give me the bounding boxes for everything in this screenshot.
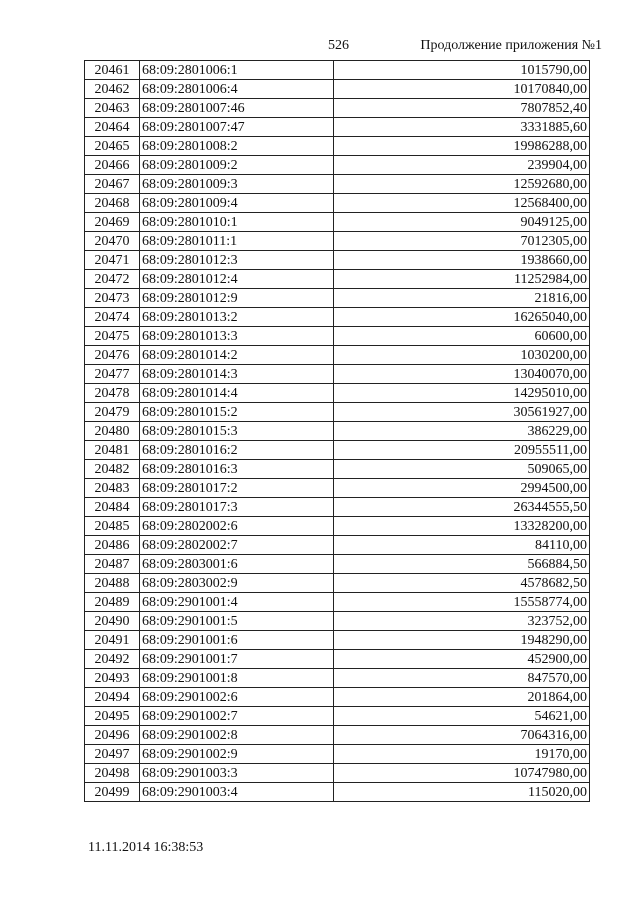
cadastral-number-cell: 68:09:2801007:46 bbox=[140, 99, 334, 118]
table-row bbox=[85, 783, 590, 802]
cadastral-value-cell: 509065,00 bbox=[334, 460, 590, 479]
cadastral-number-cell: 68:09:2803002:9 bbox=[140, 574, 334, 593]
row-number-cell: 20474 bbox=[85, 308, 140, 327]
print-timestamp: 11.11.2014 16:38:53 bbox=[88, 840, 204, 855]
cadastral-number-cell: 68:09:2901001:6 bbox=[140, 631, 334, 650]
table-row bbox=[85, 612, 590, 631]
row-number-cell: 20475 bbox=[85, 327, 140, 346]
cadastral-number-cell: 68:09:2801011:1 bbox=[140, 232, 334, 251]
row-number-cell: 20499 bbox=[85, 783, 140, 802]
table-row bbox=[85, 308, 590, 327]
cadastral-number-cell: 68:09:2901003:3 bbox=[140, 764, 334, 783]
table-row bbox=[85, 251, 590, 270]
row-number-cell: 20471 bbox=[85, 251, 140, 270]
row-number-cell: 20494 bbox=[85, 688, 140, 707]
cadastral-value-cell: 1015790,00 bbox=[334, 61, 590, 80]
table-row bbox=[85, 365, 590, 384]
cadastral-number-cell: 68:09:2801008:2 bbox=[140, 137, 334, 156]
cadastral-number-cell: 68:09:2801009:3 bbox=[140, 175, 334, 194]
cadastral-value-cell: 323752,00 bbox=[334, 612, 590, 631]
cadastral-number-cell: 68:09:2801017:2 bbox=[140, 479, 334, 498]
row-number-cell: 20492 bbox=[85, 650, 140, 669]
row-number-cell: 20463 bbox=[85, 99, 140, 118]
cadastral-value-cell: 2994500,00 bbox=[334, 479, 590, 498]
table-row bbox=[85, 422, 590, 441]
cadastral-number-cell: 68:09:2901002:6 bbox=[140, 688, 334, 707]
cadastral-value-cell: 60600,00 bbox=[334, 327, 590, 346]
cadastral-value-cell: 239904,00 bbox=[334, 156, 590, 175]
cadastral-number-cell: 68:09:2801016:3 bbox=[140, 460, 334, 479]
table-row bbox=[85, 593, 590, 612]
row-number-cell: 20496 bbox=[85, 726, 140, 745]
cadastral-number-cell: 68:09:2801012:9 bbox=[140, 289, 334, 308]
cadastral-number-cell: 68:09:2901002:8 bbox=[140, 726, 334, 745]
row-number-cell: 20477 bbox=[85, 365, 140, 384]
row-number-cell: 20484 bbox=[85, 498, 140, 517]
row-number-cell: 20482 bbox=[85, 460, 140, 479]
cadastral-value-cell: 1030200,00 bbox=[334, 346, 590, 365]
cadastral-number-cell: 68:09:2802002:6 bbox=[140, 517, 334, 536]
cadastral-value-cell: 13040070,00 bbox=[334, 365, 590, 384]
table-row bbox=[85, 327, 590, 346]
row-number-cell: 20486 bbox=[85, 536, 140, 555]
cadastral-value-cell: 1938660,00 bbox=[334, 251, 590, 270]
cadastral-number-cell: 68:09:2901001:5 bbox=[140, 612, 334, 631]
cadastral-value-cell: 3331885,60 bbox=[334, 118, 590, 137]
cadastral-value-cell: 20955511,00 bbox=[334, 441, 590, 460]
row-number-cell: 20464 bbox=[85, 118, 140, 137]
table-row bbox=[85, 137, 590, 156]
row-number-cell: 20466 bbox=[85, 156, 140, 175]
table-row bbox=[85, 441, 590, 460]
row-number-cell: 20470 bbox=[85, 232, 140, 251]
table-row bbox=[85, 289, 590, 308]
cadastral-number-cell: 68:09:2801012:4 bbox=[140, 270, 334, 289]
cadastral-value-cell: 115020,00 bbox=[334, 783, 590, 802]
cadastral-value-cell: 566884,50 bbox=[334, 555, 590, 574]
cadastral-value-cell: 21816,00 bbox=[334, 289, 590, 308]
row-number-cell: 20479 bbox=[85, 403, 140, 422]
table-row bbox=[85, 498, 590, 517]
row-number-cell: 20490 bbox=[85, 612, 140, 631]
cadastral-value-cell: 7807852,40 bbox=[334, 99, 590, 118]
cadastral-number-cell: 68:09:2803001:6 bbox=[140, 555, 334, 574]
cadastral-value-cell: 7064316,00 bbox=[334, 726, 590, 745]
table-row bbox=[85, 764, 590, 783]
table-row bbox=[85, 403, 590, 422]
row-number-cell: 20498 bbox=[85, 764, 140, 783]
cadastral-number-cell: 68:09:2801015:2 bbox=[140, 403, 334, 422]
cadastral-value-cell: 10747980,00 bbox=[334, 764, 590, 783]
cadastral-value-cell: 19170,00 bbox=[334, 745, 590, 764]
cadastral-value-cell: 84110,00 bbox=[334, 536, 590, 555]
page-number: 526 bbox=[328, 38, 349, 53]
table-row bbox=[85, 707, 590, 726]
cadastral-number-cell: 68:09:2801006:4 bbox=[140, 80, 334, 99]
table-row bbox=[85, 194, 590, 213]
table-row bbox=[85, 726, 590, 745]
row-number-cell: 20493 bbox=[85, 669, 140, 688]
table-row bbox=[85, 479, 590, 498]
cadastral-number-cell: 68:09:2801013:3 bbox=[140, 327, 334, 346]
cadastral-number-cell: 68:09:2901001:7 bbox=[140, 650, 334, 669]
cadastral-number-cell: 68:09:2901002:9 bbox=[140, 745, 334, 764]
cadastral-value-cell: 16265040,00 bbox=[334, 308, 590, 327]
table-row bbox=[85, 384, 590, 403]
row-number-cell: 20478 bbox=[85, 384, 140, 403]
table-row bbox=[85, 688, 590, 707]
cadastral-value-cell: 7012305,00 bbox=[334, 232, 590, 251]
cadastral-number-cell: 68:09:2801016:2 bbox=[140, 441, 334, 460]
cadastral-value-cell: 12568400,00 bbox=[334, 194, 590, 213]
row-number-cell: 20461 bbox=[85, 61, 140, 80]
table-row bbox=[85, 346, 590, 365]
cadastral-value-cell: 13328200,00 bbox=[334, 517, 590, 536]
table-body bbox=[85, 61, 590, 802]
cadastral-number-cell: 68:09:2801014:4 bbox=[140, 384, 334, 403]
table-row bbox=[85, 536, 590, 555]
cadastral-value-cell: 452900,00 bbox=[334, 650, 590, 669]
table-row bbox=[85, 232, 590, 251]
cadastral-number-cell: 68:09:2801014:2 bbox=[140, 346, 334, 365]
table-row bbox=[85, 669, 590, 688]
cadastral-value-cell: 30561927,00 bbox=[334, 403, 590, 422]
table-row bbox=[85, 99, 590, 118]
cadastral-value-table bbox=[84, 60, 590, 802]
cadastral-value-cell: 14295010,00 bbox=[334, 384, 590, 403]
cadastral-value-cell: 4578682,50 bbox=[334, 574, 590, 593]
table-row bbox=[85, 156, 590, 175]
table-row bbox=[85, 270, 590, 289]
row-number-cell: 20480 bbox=[85, 422, 140, 441]
table-row bbox=[85, 460, 590, 479]
cadastral-value-cell: 386229,00 bbox=[334, 422, 590, 441]
cadastral-number-cell: 68:09:2901001:8 bbox=[140, 669, 334, 688]
row-number-cell: 20469 bbox=[85, 213, 140, 232]
cadastral-value-cell: 201864,00 bbox=[334, 688, 590, 707]
table-row bbox=[85, 631, 590, 650]
row-number-cell: 20495 bbox=[85, 707, 140, 726]
cadastral-value-cell: 15558774,00 bbox=[334, 593, 590, 612]
row-number-cell: 20462 bbox=[85, 80, 140, 99]
table-row bbox=[85, 213, 590, 232]
row-number-cell: 20473 bbox=[85, 289, 140, 308]
row-number-cell: 20497 bbox=[85, 745, 140, 764]
row-number-cell: 20468 bbox=[85, 194, 140, 213]
cadastral-value-cell: 19986288,00 bbox=[334, 137, 590, 156]
row-number-cell: 20481 bbox=[85, 441, 140, 460]
row-number-cell: 20491 bbox=[85, 631, 140, 650]
cadastral-number-cell: 68:09:2801012:3 bbox=[140, 251, 334, 270]
cadastral-value-cell: 26344555,50 bbox=[334, 498, 590, 517]
cadastral-number-cell: 68:09:2801014:3 bbox=[140, 365, 334, 384]
table-row bbox=[85, 574, 590, 593]
row-number-cell: 20472 bbox=[85, 270, 140, 289]
cadastral-value-cell: 11252984,00 bbox=[334, 270, 590, 289]
cadastral-number-cell: 68:09:2801009:2 bbox=[140, 156, 334, 175]
table-row bbox=[85, 61, 590, 80]
cadastral-value-cell: 1948290,00 bbox=[334, 631, 590, 650]
cadastral-value-cell: 12592680,00 bbox=[334, 175, 590, 194]
cadastral-number-cell: 68:09:2901002:7 bbox=[140, 707, 334, 726]
table-row bbox=[85, 745, 590, 764]
row-number-cell: 20483 bbox=[85, 479, 140, 498]
cadastral-number-cell: 68:09:2801017:3 bbox=[140, 498, 334, 517]
cadastral-value-cell: 9049125,00 bbox=[334, 213, 590, 232]
table-row bbox=[85, 175, 590, 194]
cadastral-value-cell: 847570,00 bbox=[334, 669, 590, 688]
table-row bbox=[85, 118, 590, 137]
table-row bbox=[85, 80, 590, 99]
table-row bbox=[85, 517, 590, 536]
row-number-cell: 20487 bbox=[85, 555, 140, 574]
cadastral-number-cell: 68:09:2801007:47 bbox=[140, 118, 334, 137]
cadastral-number-cell: 68:09:2802002:7 bbox=[140, 536, 334, 555]
appendix-continuation-label: Продолжение приложения №1 bbox=[420, 38, 602, 53]
row-number-cell: 20485 bbox=[85, 517, 140, 536]
cadastral-value-cell: 54621,00 bbox=[334, 707, 590, 726]
table-row bbox=[85, 650, 590, 669]
cadastral-value-cell: 10170840,00 bbox=[334, 80, 590, 99]
cadastral-number-cell: 68:09:2901003:4 bbox=[140, 783, 334, 802]
row-number-cell: 20476 bbox=[85, 346, 140, 365]
row-number-cell: 20465 bbox=[85, 137, 140, 156]
cadastral-number-cell: 68:09:2801013:2 bbox=[140, 308, 334, 327]
cadastral-number-cell: 68:09:2801015:3 bbox=[140, 422, 334, 441]
cadastral-number-cell: 68:09:2801006:1 bbox=[140, 61, 334, 80]
row-number-cell: 20467 bbox=[85, 175, 140, 194]
cadastral-number-cell: 68:09:2901001:4 bbox=[140, 593, 334, 612]
row-number-cell: 20489 bbox=[85, 593, 140, 612]
cadastral-number-cell: 68:09:2801009:4 bbox=[140, 194, 334, 213]
table-row bbox=[85, 555, 590, 574]
row-number-cell: 20488 bbox=[85, 574, 140, 593]
cadastral-number-cell: 68:09:2801010:1 bbox=[140, 213, 334, 232]
